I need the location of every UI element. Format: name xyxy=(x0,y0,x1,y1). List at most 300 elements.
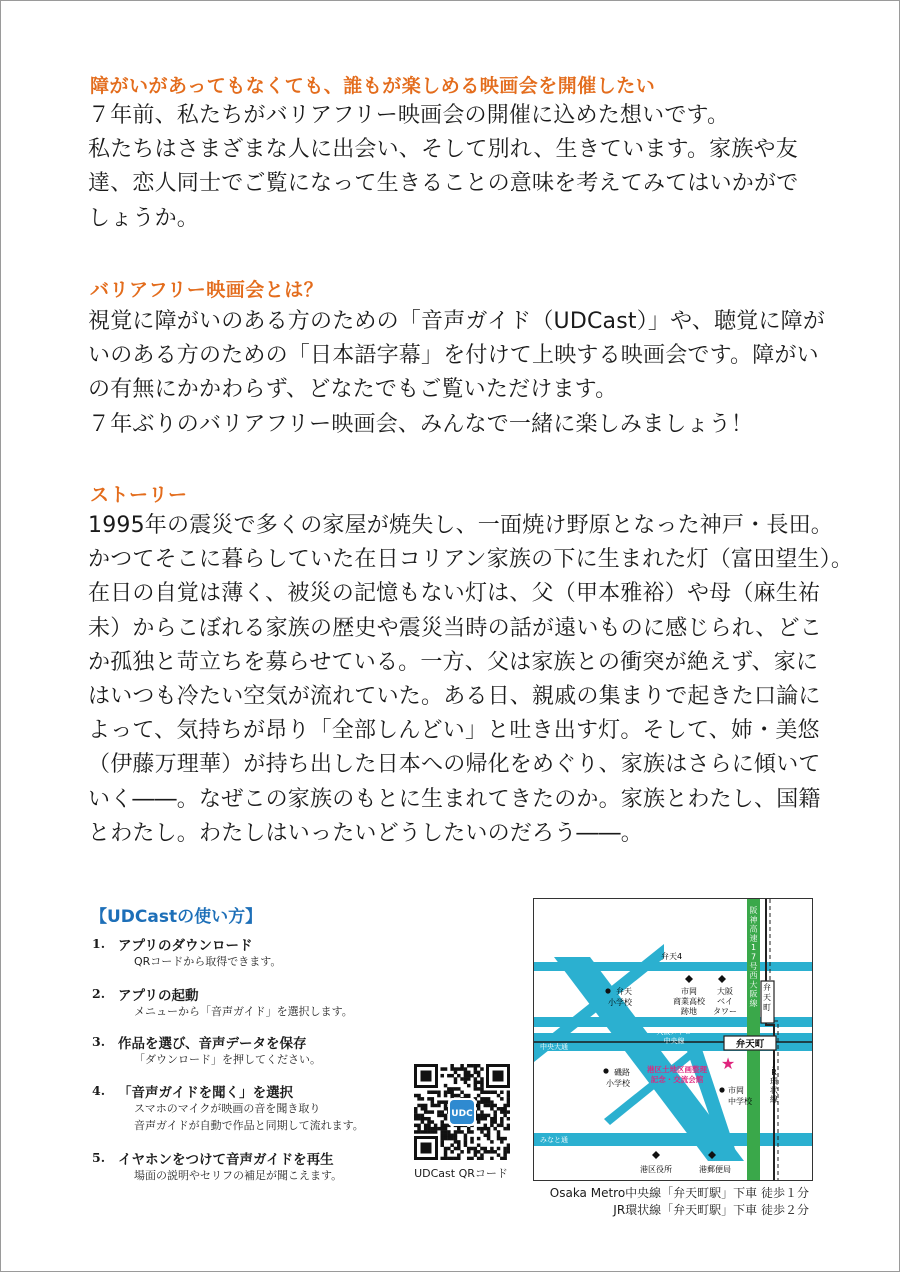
text-line: はいつも冷たい空気が流れていた。ある日、親戚の集まりで起きた口論に xyxy=(88,684,821,710)
qr-module xyxy=(421,1107,425,1111)
qr-module xyxy=(454,1067,458,1071)
qr-module xyxy=(490,1147,494,1151)
qr-module xyxy=(503,1110,507,1114)
qr-module xyxy=(470,1147,474,1151)
qr-module xyxy=(464,1077,468,1081)
qr-module xyxy=(431,1127,435,1131)
qr-module xyxy=(503,1114,507,1118)
qr-module xyxy=(493,1150,497,1154)
qr-module xyxy=(480,1110,484,1114)
label-line: 市岡 xyxy=(681,987,697,996)
qr-module xyxy=(440,1127,444,1131)
paragraph-purpose xyxy=(88,99,818,236)
qr-module xyxy=(493,1127,497,1131)
qr-module xyxy=(414,1124,418,1128)
qr-module xyxy=(414,1114,418,1118)
vertical-char: 高 xyxy=(749,924,758,934)
qr-module xyxy=(464,1074,468,1078)
qr-module xyxy=(427,1127,431,1131)
text-line: 未）からこぼれる家族の歴史や震災当時の話が遠いものに感じられ、どこ xyxy=(88,615,822,641)
step-number: 1. xyxy=(92,936,106,951)
qr-finder-top-right xyxy=(486,1064,510,1088)
qr-module xyxy=(500,1107,504,1111)
qr-module xyxy=(450,1074,454,1078)
qr-module xyxy=(444,1114,448,1118)
qr-module xyxy=(417,1127,421,1131)
qr-module xyxy=(417,1130,421,1134)
text-line: 私たちはさまざまな人に出会い、そして別れ、生きています。家族や友 xyxy=(88,137,798,163)
qr-module xyxy=(454,1137,458,1141)
step-description xyxy=(134,1003,353,1020)
qr-module xyxy=(450,1067,454,1071)
qr-module xyxy=(464,1081,468,1085)
qr-module xyxy=(450,1087,454,1091)
qr-module xyxy=(421,1097,425,1101)
qr-module xyxy=(447,1134,451,1138)
qr-module xyxy=(437,1110,441,1114)
qr-module xyxy=(414,1130,418,1134)
qr-module xyxy=(470,1137,474,1141)
qr-module xyxy=(493,1114,497,1118)
qr-module xyxy=(450,1064,454,1068)
qr-module xyxy=(500,1117,504,1121)
qr-module xyxy=(487,1104,491,1108)
qr-module xyxy=(503,1127,507,1131)
qr-module xyxy=(454,1130,458,1134)
qr-module xyxy=(467,1064,471,1068)
qr-module xyxy=(414,1117,418,1121)
qr-module xyxy=(464,1137,468,1141)
vertical-char: 線 xyxy=(749,999,758,1008)
qr-module xyxy=(470,1130,474,1134)
qr-module xyxy=(490,1107,494,1111)
qr-module xyxy=(480,1114,484,1118)
qr-module xyxy=(457,1143,461,1147)
step-description xyxy=(134,953,281,970)
qr-module xyxy=(457,1087,461,1091)
vertical-char: 状 xyxy=(770,1086,778,1095)
qr-module xyxy=(427,1090,431,1094)
qr-module xyxy=(474,1084,478,1088)
qr-module xyxy=(454,1134,458,1138)
text-line: いのある方のための「日本語字幕」を付けて上映する映画会です。障がい xyxy=(88,343,819,369)
qr-module xyxy=(487,1127,491,1131)
qr-module xyxy=(480,1127,484,1131)
label-line: 市岡 xyxy=(728,1086,744,1095)
qr-module xyxy=(477,1064,481,1068)
qr-module xyxy=(417,1097,421,1101)
vertical-char: J xyxy=(772,1059,776,1068)
qr-module xyxy=(454,1071,458,1075)
qr-module xyxy=(500,1097,504,1101)
qr-module xyxy=(484,1097,488,1101)
qr-module xyxy=(500,1157,504,1160)
qr-module xyxy=(454,1081,458,1085)
qr-module xyxy=(424,1117,428,1121)
map-label-minato-dori: みなと通 xyxy=(540,1136,568,1144)
qr-module xyxy=(444,1124,448,1128)
qr-module xyxy=(507,1147,510,1151)
qr-module xyxy=(480,1157,484,1160)
step-number: 2. xyxy=(92,986,106,1001)
qr-module xyxy=(444,1090,448,1094)
qr-module xyxy=(444,1084,448,1088)
label-line: 中央線 xyxy=(663,1037,685,1045)
step-desc-line: メニューから「音声ガイド」を選択します。 xyxy=(134,1005,353,1018)
qr-module xyxy=(484,1147,488,1151)
qr-module xyxy=(487,1100,491,1104)
qr-module xyxy=(500,1090,504,1094)
qr-module xyxy=(444,1130,448,1134)
qr-module xyxy=(484,1100,488,1104)
qr-module xyxy=(500,1137,504,1141)
qr-module xyxy=(487,1097,491,1101)
qr-module xyxy=(467,1071,471,1075)
text-line: ７年前、私たちがバリアフリー映画会の開催に込めた想いです。 xyxy=(88,103,730,128)
qr-module xyxy=(447,1137,451,1141)
qr-module xyxy=(500,1110,504,1114)
text-line: かつてそこに暮らしていた在日コリアン家族の下に生まれた灯（富田望生）。 xyxy=(88,547,854,573)
qr-module xyxy=(503,1150,507,1154)
qr-module xyxy=(421,1117,425,1121)
step-description xyxy=(134,1100,364,1134)
qr-module xyxy=(421,1120,425,1124)
qr-module xyxy=(507,1117,510,1121)
qr-module xyxy=(427,1097,431,1101)
qr-module xyxy=(450,1137,454,1141)
step-title: アプリの起動 xyxy=(118,988,199,1004)
qr-module xyxy=(467,1127,471,1131)
qr-module xyxy=(434,1130,438,1134)
qr-module xyxy=(440,1100,444,1104)
qr-module xyxy=(507,1104,510,1108)
qr-module xyxy=(444,1100,448,1104)
qr-module xyxy=(421,1104,425,1108)
qr-module xyxy=(450,1090,454,1094)
qr-module xyxy=(480,1153,484,1157)
step-desc-line: 「ダウンロード」を押してください。 xyxy=(134,1053,321,1066)
qr-module xyxy=(474,1081,478,1085)
qr-module xyxy=(497,1134,501,1138)
qr-module xyxy=(440,1124,444,1128)
qr-module xyxy=(427,1124,431,1128)
qr-module xyxy=(417,1104,421,1108)
qr-module xyxy=(474,1087,478,1091)
heading-purpose: 障がいがあってもなくても、誰もが楽しめる映画会を開催したい xyxy=(90,75,656,97)
qr-module xyxy=(450,1134,454,1138)
qr-module xyxy=(437,1094,441,1098)
qr-module xyxy=(467,1094,471,1098)
qr-module xyxy=(454,1140,458,1144)
qr-module xyxy=(477,1104,481,1108)
step-title: アプリのダウンロード xyxy=(118,938,253,954)
step-title: イヤホンをつけて音声ガイドを再生 xyxy=(118,1152,334,1168)
qr-module xyxy=(440,1140,444,1144)
qr-module xyxy=(444,1117,448,1121)
text-line: の有無にかかわらず、どなたでもご覧いただけます。 xyxy=(88,377,618,403)
qr-module xyxy=(507,1150,510,1154)
qr-module xyxy=(440,1137,444,1141)
qr-module xyxy=(460,1064,464,1068)
qr-module xyxy=(450,1143,454,1147)
text-line: 視覚に障がいのある方のための「音声ガイド（UDCast）」や、聴覚に障が xyxy=(88,309,826,334)
qr-module xyxy=(497,1147,501,1151)
venue-star-icon: ★ xyxy=(720,1054,736,1073)
qr-module xyxy=(467,1074,471,1078)
qr-module xyxy=(424,1110,428,1114)
qr-module xyxy=(427,1117,431,1121)
qr-module xyxy=(467,1157,471,1160)
qr-module xyxy=(437,1127,441,1131)
qr-module xyxy=(493,1090,497,1094)
qr-module xyxy=(437,1104,441,1108)
qr-module xyxy=(503,1157,507,1160)
qr-module xyxy=(434,1090,438,1094)
qr-module xyxy=(457,1153,461,1157)
qr-module xyxy=(457,1094,461,1098)
qr-module xyxy=(464,1071,468,1075)
map-label-benten4: 弁天4 xyxy=(661,952,683,961)
qr-logo-text: UDC xyxy=(451,1109,473,1119)
qr-module xyxy=(500,1120,504,1124)
map-label-bentencho-h: 弁天町 xyxy=(735,1039,765,1050)
map-label-ichioka-high xyxy=(673,986,706,1016)
qr-module xyxy=(497,1124,501,1128)
qr-module xyxy=(431,1090,435,1094)
map-label-chuo-odori: 中央大通 xyxy=(540,1043,568,1051)
access-map xyxy=(533,898,813,1181)
qr-module xyxy=(464,1140,468,1144)
qr-module xyxy=(447,1130,451,1134)
vertical-char: R xyxy=(771,1068,777,1077)
qr-module xyxy=(477,1094,481,1098)
qr-module xyxy=(477,1127,481,1131)
qr-module xyxy=(440,1110,444,1114)
qr-module xyxy=(414,1107,418,1111)
qr-module xyxy=(507,1124,510,1128)
qr-module xyxy=(507,1100,510,1104)
access-metro: Osaka Metro中央線「弁天町駅」下車 徒歩１分 xyxy=(549,1186,809,1200)
qr-caption: UDCast QRコード xyxy=(414,1167,508,1180)
qr-module xyxy=(457,1127,461,1131)
qr-module xyxy=(480,1100,484,1104)
label-line: 小学校 xyxy=(606,1079,630,1088)
qr-module xyxy=(503,1107,507,1111)
qr-module xyxy=(444,1157,448,1160)
map-dot-ichioka-junior xyxy=(719,1087,724,1092)
text-line: 1995年の震災で多くの家屋が焼失し、一面焼け野原となった神戸・長田。 xyxy=(88,513,833,538)
text-line: （伊藤万理華）が持ち出した日本への帰化をめぐり、家族はさらに傾いて xyxy=(88,752,821,778)
step-number: 3. xyxy=(92,1034,106,1049)
vertical-char: 大 xyxy=(749,980,758,990)
qr-module xyxy=(474,1077,478,1081)
qr-module xyxy=(480,1117,484,1121)
qr-module xyxy=(490,1117,494,1121)
qr-module xyxy=(490,1090,494,1094)
qr-module xyxy=(493,1120,497,1124)
step-desc-line: 音声ガイドが自動で作品と同期して流れます。 xyxy=(134,1119,364,1132)
qr-module xyxy=(431,1100,435,1104)
step-desc-line: スマホのマイクが映画の音を聞き取り xyxy=(134,1102,321,1115)
qr-module xyxy=(487,1090,491,1094)
qr-module xyxy=(500,1140,504,1144)
qr-module xyxy=(417,1114,421,1118)
qr-module xyxy=(490,1140,494,1144)
qr-module xyxy=(427,1110,431,1114)
qr-module xyxy=(454,1147,458,1151)
vertical-char: 速 xyxy=(749,933,758,943)
vertical-char: 線 xyxy=(770,1095,778,1104)
qr-module xyxy=(477,1157,481,1160)
qr-module xyxy=(474,1147,478,1151)
heading-about: バリアフリー映画会とは？ xyxy=(90,279,324,301)
qr-module xyxy=(444,1107,448,1111)
qr-module xyxy=(484,1104,488,1108)
qr-module xyxy=(487,1150,491,1154)
qr-module xyxy=(437,1100,441,1104)
qr-module xyxy=(427,1130,431,1134)
qr-module xyxy=(454,1077,458,1081)
qr-module xyxy=(454,1157,458,1160)
map-road-minato-dori xyxy=(534,1133,812,1146)
qr-module xyxy=(431,1130,435,1134)
qr-module xyxy=(457,1067,461,1071)
text-line: 在日の自覚は薄く、被災の記憶もない灯は、父（甲本雅裕）や母（麻生祐 xyxy=(88,581,821,607)
vertical-char: 神 xyxy=(749,915,758,925)
map-label-jr-loop xyxy=(770,1059,778,1104)
qr-module xyxy=(434,1104,438,1108)
qr-module xyxy=(497,1107,501,1111)
label-line: タワー xyxy=(713,1007,737,1016)
qr-module xyxy=(474,1071,478,1075)
qr-module xyxy=(457,1140,461,1144)
label-line: 記念・交流会館 xyxy=(650,1075,704,1084)
qr-module xyxy=(431,1097,435,1101)
qr-module xyxy=(507,1097,510,1101)
step-number: 5. xyxy=(92,1150,106,1165)
vertical-char: 阪 xyxy=(749,906,758,915)
qr-module xyxy=(477,1117,481,1121)
qr-module xyxy=(503,1104,507,1108)
heading-story: ストーリー xyxy=(90,484,188,506)
qr-module xyxy=(470,1064,474,1068)
qr-module xyxy=(477,1107,481,1111)
step-title: 「音声ガイドを聞く」を選択 xyxy=(118,1085,294,1101)
qr-module xyxy=(414,1094,418,1098)
paragraph-about xyxy=(88,305,826,442)
qr-module xyxy=(417,1117,421,1121)
qr-module xyxy=(484,1090,488,1094)
qr-module xyxy=(450,1157,454,1160)
qr-module xyxy=(440,1143,444,1147)
qr-module xyxy=(497,1130,501,1134)
qr-module xyxy=(484,1150,488,1154)
qr-module xyxy=(477,1087,481,1091)
qr-module xyxy=(460,1067,464,1071)
label-line: 商業高校 xyxy=(673,997,705,1006)
qr-module xyxy=(507,1110,510,1114)
qr-module xyxy=(434,1127,438,1131)
map-diamond-bay-tower xyxy=(718,975,726,983)
map-label-ward-office: 港区役所 xyxy=(640,1165,672,1174)
qr-module xyxy=(470,1140,474,1144)
qr-module xyxy=(440,1157,444,1160)
qr-module xyxy=(450,1094,454,1098)
text-line: 達、恋人同士でご覧になって生きることの意味を考えてみてはいかがで xyxy=(88,171,799,197)
text-line: しょうか。 xyxy=(88,205,200,231)
qr-module xyxy=(477,1120,481,1124)
text-line: よって、気持ちが昂り「全部しんどい」と吐き出す灯。そして、姉・美悠 xyxy=(88,718,820,744)
qr-module xyxy=(431,1110,435,1114)
qr-module xyxy=(500,1124,504,1128)
qr-module xyxy=(503,1147,507,1151)
qr-module xyxy=(467,1130,471,1134)
qr-module xyxy=(467,1150,471,1154)
qr-module xyxy=(424,1107,428,1111)
qr-module xyxy=(424,1127,428,1131)
label-line: 跡地 xyxy=(681,1007,697,1016)
qr-module xyxy=(480,1077,484,1081)
udcast-qr-code[interactable] xyxy=(414,1064,510,1160)
qr-module xyxy=(503,1137,507,1141)
qr-module xyxy=(444,1137,448,1141)
qr-module xyxy=(507,1094,510,1098)
qr-module xyxy=(421,1130,425,1134)
map-label-post-office: 港郵便局 xyxy=(699,1165,731,1174)
qr-module xyxy=(497,1153,501,1157)
qr-module xyxy=(480,1130,484,1134)
access-map-svg xyxy=(534,899,812,1180)
label-line: 大阪メトロ xyxy=(656,1028,692,1036)
qr-module xyxy=(493,1110,497,1114)
qr-module xyxy=(507,1090,510,1094)
qr-module xyxy=(417,1124,421,1128)
qr-module xyxy=(454,1087,458,1091)
qr-module xyxy=(447,1090,451,1094)
qr-module xyxy=(454,1094,458,1098)
label-line: ベイ xyxy=(717,997,733,1006)
qr-module xyxy=(464,1134,468,1138)
qr-module xyxy=(474,1064,478,1068)
qr-module xyxy=(444,1150,448,1154)
vertical-char: 1 xyxy=(750,943,757,953)
qr-module xyxy=(414,1110,418,1114)
access-jr: JR環状線「弁天町駅」下車 徒歩２分 xyxy=(613,1203,809,1217)
qr-module xyxy=(480,1087,484,1091)
qr-module xyxy=(477,1143,481,1147)
qr-module xyxy=(477,1074,481,1078)
label-line: 大阪 xyxy=(717,987,733,996)
qr-module xyxy=(450,1150,454,1154)
qr-module xyxy=(490,1150,494,1154)
text-line: とわたし。わたしはいったいどうしたいのだろう――。 xyxy=(88,820,644,846)
qr-module xyxy=(477,1100,481,1104)
qr-module xyxy=(424,1104,428,1108)
qr-module xyxy=(480,1147,484,1151)
step-description xyxy=(134,1167,342,1184)
qr-module xyxy=(497,1137,501,1141)
map-label-bentencho-v: 弁天町 xyxy=(763,983,771,1012)
qr-module xyxy=(427,1120,431,1124)
vertical-char: 環 xyxy=(770,1077,778,1086)
vertical-char: 西 xyxy=(749,971,758,981)
qr-module xyxy=(477,1114,481,1118)
qr-module xyxy=(507,1143,510,1147)
qr-module xyxy=(437,1114,441,1118)
qr-module xyxy=(480,1084,484,1088)
qr-module xyxy=(474,1153,478,1157)
qr-module xyxy=(460,1090,464,1094)
